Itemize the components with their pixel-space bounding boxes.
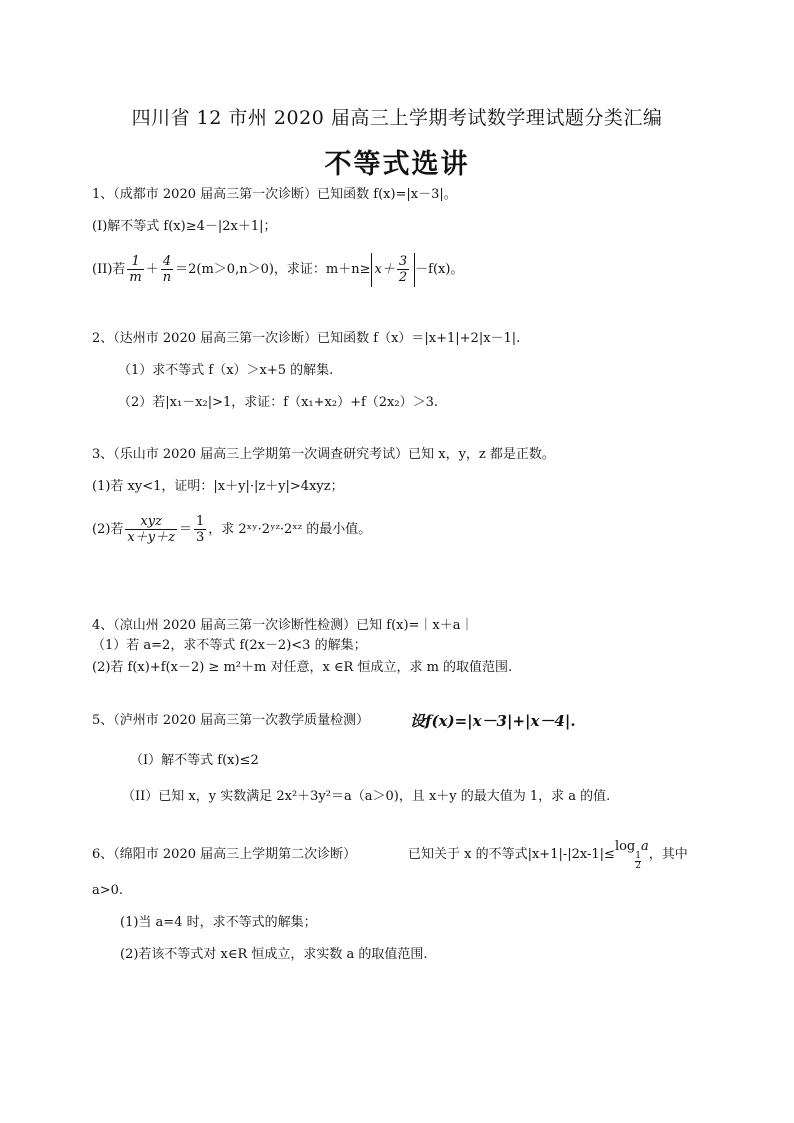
plus-sign: ＋	[145, 262, 159, 277]
log-arg: a	[640, 839, 649, 854]
fraction-num: 4	[161, 254, 173, 270]
problem-6-stem: 6、（绵阳市 2020 届高三上学期第二次诊断）	[92, 847, 357, 862]
problem-3-part2: (2)若 $\frac{\text{xyz}}{x+y+z}$ ＝ $\frac{1}{3}$ ，求 2ˣʸ·2ʸᶻ·2ˣᶻ 的最小值。	[92, 514, 372, 545]
abs-prefix: x＋	[374, 261, 395, 277]
problem-3-part1: (1)若 xy<1，证明：|x＋y|·|z＋y|>4xyz；	[92, 479, 344, 494]
fraction-xyz	[125, 514, 177, 545]
fraction-num: 3	[398, 253, 408, 269]
fraction-den: m	[129, 270, 142, 285]
fraction-num: 1	[127, 254, 143, 270]
problem-6-stem-continued	[408, 839, 688, 871]
fraction-3-over-2	[397, 254, 409, 285]
page-subtitle: 不等式选讲	[324, 149, 470, 180]
problem-2-part2: （2）若|x₁－x₂|>1，求证：f（x₁+x₂）+f（2x₂）＞3.	[118, 395, 438, 410]
problem-1-part2-prefix: (II)若	[92, 262, 126, 277]
fraction-den: n	[162, 270, 172, 285]
fraction-den: x＋y＋z	[127, 530, 175, 545]
problem-1-part2-mid: ＝2(m＞0,n＞0)，求证：m＋n≥	[175, 262, 371, 277]
problem-5-part2: （II）已知 x，y 实数满足 2x²＋3y²＝a（a＞0)，且 x＋y 的最大值为 1，求 a 的值.	[122, 789, 611, 804]
fraction-num: 1	[195, 514, 205, 529]
problem-4-stem: 4、（凉山州 2020 届高三第一次诊断性检测）已知 f(x)=｜x＋a｜	[92, 618, 474, 633]
problem-6-part2: (2)若该不等式对 x∈R 恒成立，求实数 a 的取值范围.	[120, 947, 428, 962]
problem-1-part1: (I)解不等式 f(x)≥4－|2x＋1|；	[92, 219, 277, 234]
problem-6-stem-cont: 已知关于 x 的不等式|x+1|-|2x-1|≤	[408, 847, 615, 862]
fraction-4-over-n	[161, 254, 173, 285]
problem-6-stem-line2: a>0.	[92, 883, 124, 898]
absolute-value	[371, 253, 416, 287]
problem-4-part2: (2)若 f(x)+f(x－2) ≥ m²＋m 对任意，x ∈R 恒成立，求 m 的取值范围.	[92, 660, 513, 675]
fraction-1-over-m	[127, 254, 143, 285]
problem-5-part1: （I）解不等式 f(x)≤2	[130, 753, 259, 768]
page-title: 四川省 12 市州 2020 届高三上学期考试数学理试题分类汇编	[131, 107, 663, 129]
problem-1-part2-tail: －f(x)。	[415, 262, 464, 277]
problem-5-stem: 5、（泸州市 2020 届高三第一次教学质量检测）	[92, 713, 370, 728]
problem-3-part2-prefix: (2)若	[92, 522, 124, 537]
problem-3-stem: 3、（乐山市 2020 届高三上学期第一次调查研究考试）已知 x，y，z 都是正数。	[92, 447, 555, 462]
problem-6-stem-tail: ，其中	[648, 847, 688, 862]
fraction-1-over-3	[194, 514, 206, 545]
problem-6-part1: (1)当 a=4 时，求不等式的解集；	[120, 915, 317, 930]
problem-2-part1: （1）求不等式 f（x）＞x+5 的解集.	[118, 363, 334, 378]
log-text: log	[614, 839, 636, 854]
fraction-num: xyz	[125, 514, 177, 530]
problem-4-part1: （1）若 a=2，求不等式 f(2x－2)<3 的解集；	[92, 638, 367, 653]
log-base	[635, 852, 641, 871]
fraction-den: 3	[195, 530, 205, 545]
log-base-num: 1	[635, 851, 641, 861]
problem-2-stem: 2、（达州市 2020 届高三第一次诊断）已知函数 f（x）＝|x+1|+2|x－1|.	[92, 331, 521, 346]
log-base-den: 2	[635, 861, 641, 871]
problem-1-stem: 1、（成都市 2020 届高三第一次诊断）已知函数 f(x)=|x－3|。	[92, 187, 457, 202]
problem-5-formula: 设f(x)=|x－3|+|x－4|.	[410, 712, 576, 730]
problem-1-part2	[92, 250, 463, 290]
fraction-den: 2	[398, 269, 408, 285]
problem-3-part2-tail: ，求 2ˣʸ·2ʸᶻ·2ˣᶻ 的最小值。	[208, 522, 372, 537]
